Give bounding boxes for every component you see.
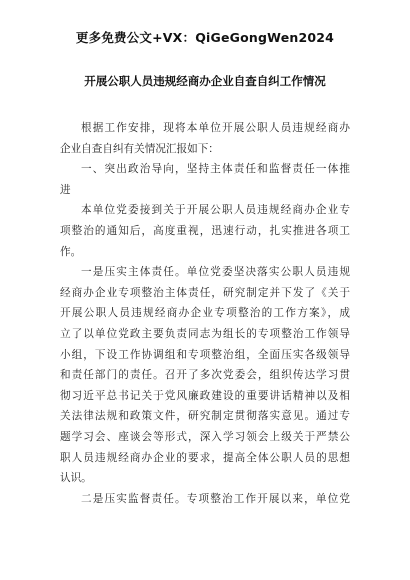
body-line: 企业自查自纠有关情况汇报如下：: [60, 142, 219, 155]
body-line: 职人员违规经商办企业的要求，提高全体公职人员的思想: [60, 451, 350, 464]
body-line: 二是压实监督责任。专项整治工作开展以来，单位党: [81, 492, 350, 505]
body-line: 本单位党委接到关于开展公职人员违规经商办企业专: [81, 204, 350, 217]
body-line: 立了以单位党政主要负责同志为组长的专项整治工作领导: [60, 327, 350, 340]
body-line: 经商办企业专项整治主体责任，研究制定并下发了《关于: [60, 286, 350, 299]
body-line: 彻习近平总书记关于党风廉政建设的重要讲话精神以及相: [60, 389, 350, 402]
body-line: 和责任部门的责任。召开了多次党委会，组织传达学习贯: [60, 369, 350, 382]
body-line: 一是压实主体责任。单位党委坚决落实公职人员违规: [81, 266, 350, 279]
body-line: 根据工作安排，现将本单位开展公职人员违规经商办: [81, 122, 350, 134]
document-body: [60, 118, 350, 509]
body-line: 题学习会、座谈会等形式，深入学习领会上级关于严禁公: [60, 430, 350, 443]
body-line: 作。: [60, 245, 82, 258]
body-line: 一、突出政治导向，坚持主体责任和监督责任一体推: [81, 163, 350, 176]
document-title: 开展公职人员违规经商办企业自查自纠工作情况: [84, 74, 326, 88]
body-line: 开展公职人员违规经商办企业专项整治的工作方案》，成: [60, 307, 350, 320]
body-line: 小组，下设工作协调组和专项整治组，全面压实各级领导: [60, 348, 350, 361]
body-line: 项整治的通知后，高度重视，迅速行动，扎实推进各项工: [60, 224, 350, 237]
body-line: 关法律法规和政策文件，研究制定贯彻落实意见。通过专: [60, 410, 350, 423]
body-line: 认识。: [60, 472, 92, 485]
promo-header: 更多免费公文+VX：QiGeGongWen2024: [75, 30, 335, 45]
body-line: 进: [60, 183, 71, 196]
